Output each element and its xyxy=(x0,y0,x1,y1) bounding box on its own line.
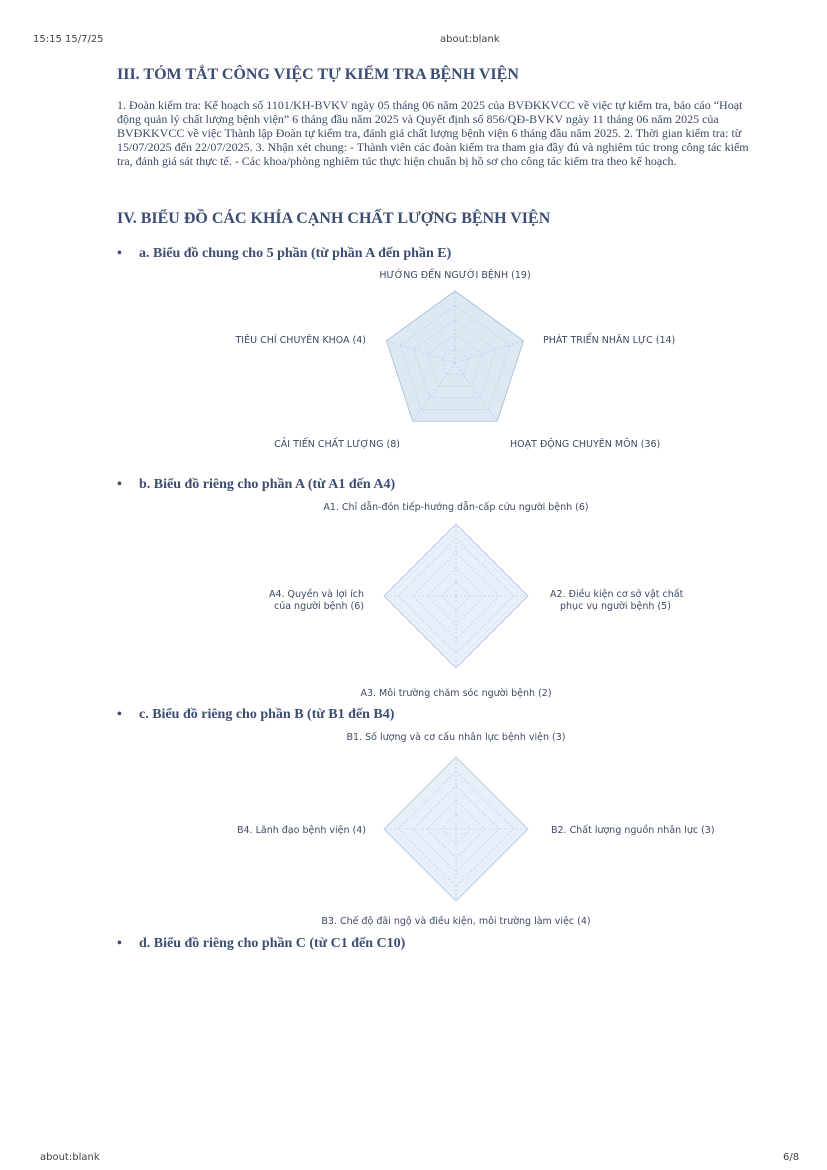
radar-chart-part-a xyxy=(0,495,827,700)
section-3-paragraph: 1. Đoàn kiểm tra: Kế hoạch số 1101/KH-BVKV ngày 05 tháng 06 năm 2025 của BVĐKKVCC về việc tự kiểm tra, báo cáo “Hoạt động quản lý chất lượng bệnh viện” 6 tháng đầu năm 2025 và Quyết định số 856/QĐ-BVKV ngày 11 tháng 06 năm 2025 của BVĐKKVCC về việc Thành lập Đoàn tự kiểm tra, đánh giá chất lượng bệnh viện 6 tháng đầu năm 2025. 2. Thời gian kiểm tra: từ 15/07/2025 đến 22/07/2025. 3. Nhận xét chung: - Thành viên các đoàn kiểm tra tham gia đầy đủ và nghiêm túc trong công tác kiểm tra, đánh giá sát thực tế. - Các khoa/phòng nghiêm túc thực hiện chuẩn bị hồ sơ cho công tác kiểm tra theo kế hoạch. xyxy=(117,98,749,168)
footer-url: about:blank xyxy=(40,1152,100,1163)
bullet-dot: • xyxy=(117,246,122,261)
radar-axis-label: B1. Số lượng và cơ cấu nhân lực bệnh viện (3) xyxy=(346,732,566,743)
bullet-c-text: c. Biểu đồ riêng cho phần B (từ B1 đến B4) xyxy=(139,707,395,722)
bullet-b-text: b. Biểu đồ riêng cho phần A (từ A1 đến A4) xyxy=(139,477,396,492)
bullet-d-text: d. Biểu đồ riêng cho phần C (từ C1 đến C10) xyxy=(139,936,406,951)
print-url: about:blank xyxy=(440,34,500,45)
bullet-a-text: a. Biểu đồ chung cho 5 phần (từ phần A đến phần E) xyxy=(139,246,452,261)
bullet-dot: • xyxy=(117,477,122,492)
radar-axis-label-line2: phục vụ người bệnh (5) xyxy=(560,601,671,612)
radar-chart-overview xyxy=(0,262,827,462)
section-4-title: IV. BIỂU ĐỒ CÁC KHÍA CẠNH CHẤT LƯỢNG BỆNH VIỆN xyxy=(117,210,551,227)
radar-axis-label: A2. Điều kiện cơ sở vật chất xyxy=(550,589,684,600)
bullet-d xyxy=(117,936,405,952)
radar-axis-label: PHÁT TRIỂN NHÂN LỰC (14) xyxy=(543,335,676,346)
print-timestamp: 15:15 15/7/25 xyxy=(33,34,104,45)
bullet-dot: • xyxy=(117,936,122,951)
bullet-a xyxy=(117,246,451,262)
section-3-title: III. TÓM TẮT CÔNG VIỆC TỰ KIỂM TRA BỆNH VIỆN xyxy=(117,66,519,83)
radar-axis-label-line2: của người bệnh (6) xyxy=(273,601,364,612)
radar-axis-label: TIÊU CHÍ CHUYÊN KHOA (4) xyxy=(235,335,366,346)
bullet-b xyxy=(117,477,395,493)
radar-chart-part-b xyxy=(0,725,827,930)
radar-axis-label: B3. Chế độ đãi ngộ và điều kiện, môi trường làm việc (4) xyxy=(321,916,591,927)
radar-axis-label: HƯỚNG ĐẾN NGƯỜI BỆNH (19) xyxy=(379,270,531,281)
radar-axis-label: HOẠT ĐỘNG CHUYÊN MÔN (36) xyxy=(510,439,661,450)
radar-axis-label: CẢI TIẾN CHẤT LƯỢNG (8) xyxy=(274,439,400,450)
page-number: 6/8 xyxy=(783,1152,800,1163)
bullet-dot: • xyxy=(117,707,122,722)
radar-axis-label: B4. Lãnh đạo bệnh viện (4) xyxy=(236,825,366,836)
bullet-c xyxy=(117,707,394,723)
radar-axis-label: A3. Môi trường chăm sóc người bệnh (2) xyxy=(360,688,552,699)
radar-axis-label: A4. Quyền và lợi ích xyxy=(268,589,364,600)
radar-axis-label: A1. Chỉ dẫn-đón tiếp-hướng dẫn-cấp cứu người bệnh (6) xyxy=(323,502,589,513)
radar-axis-label: B2. Chất lượng nguồn nhân lực (3) xyxy=(551,825,715,836)
